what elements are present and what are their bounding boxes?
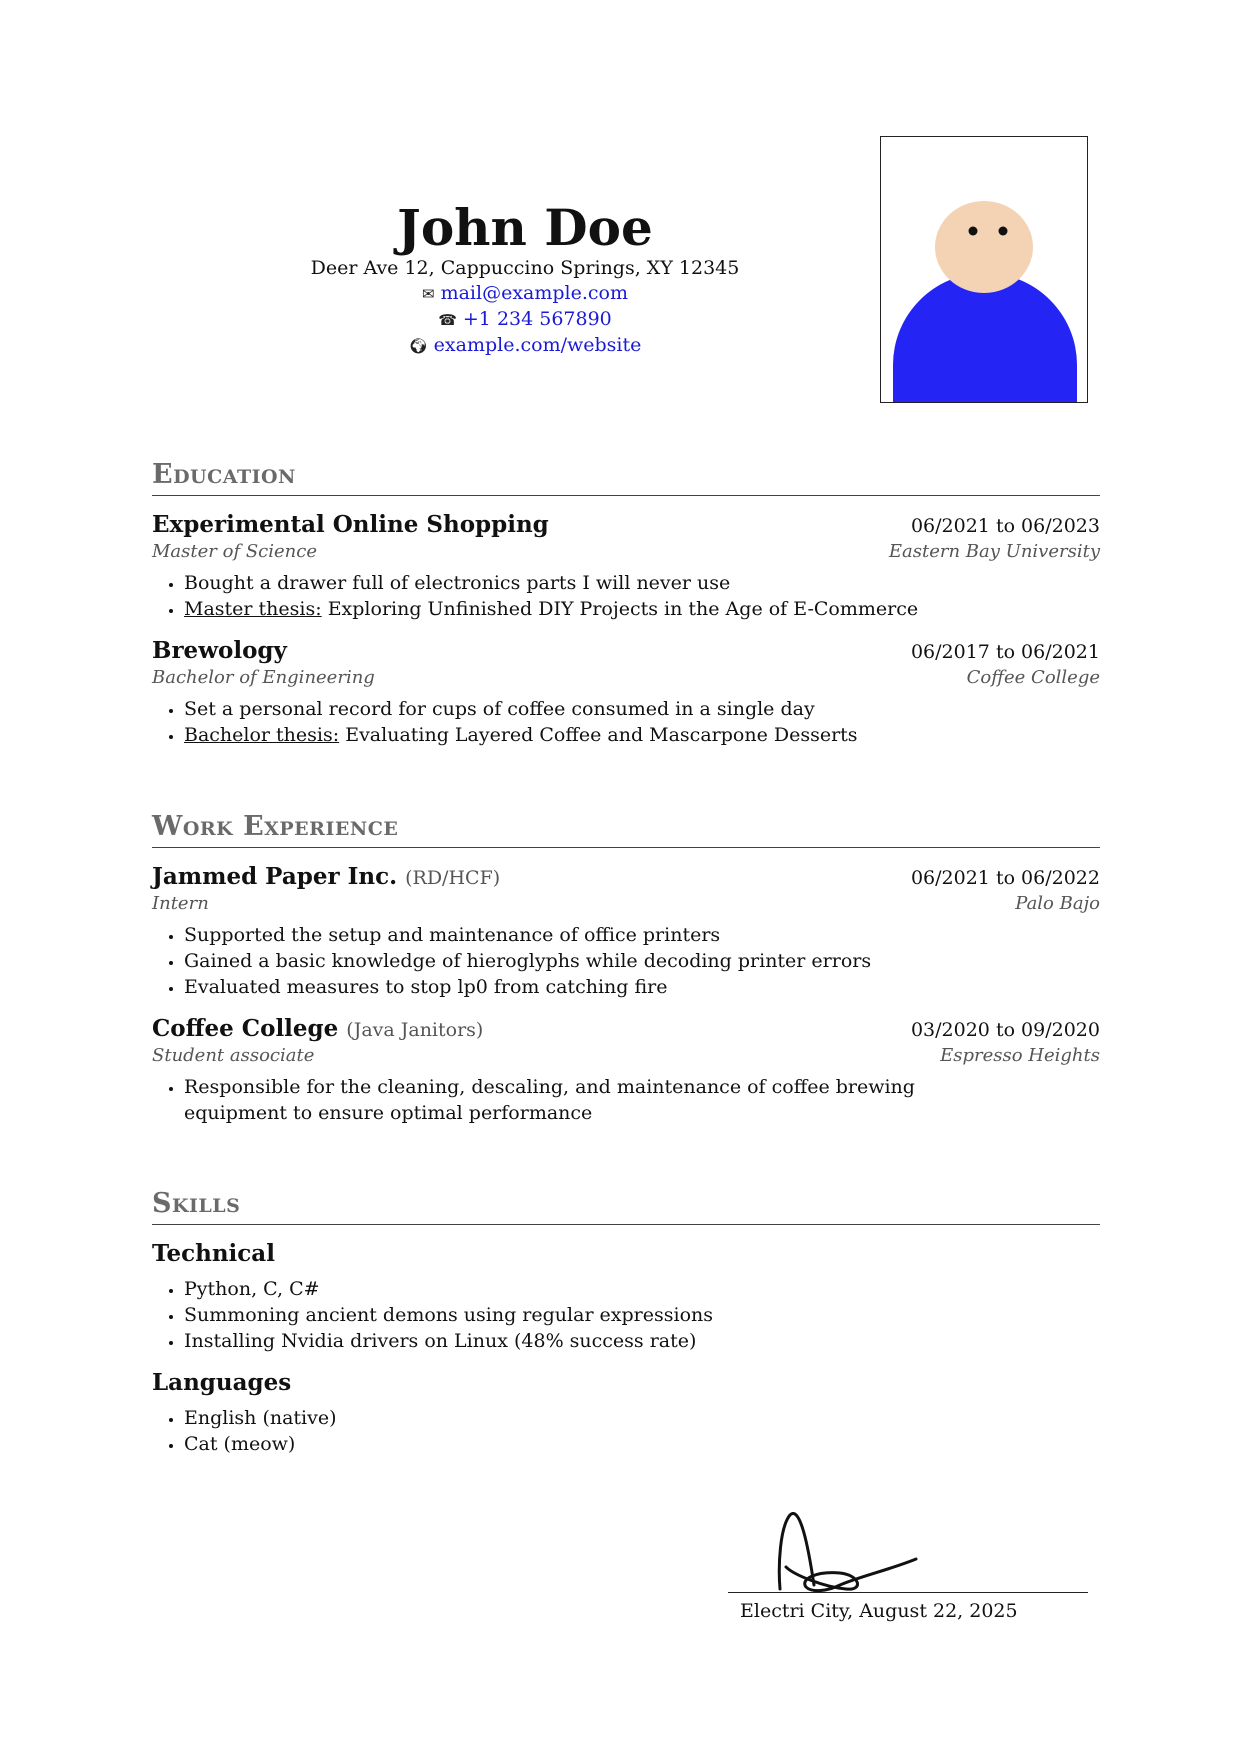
skills-languages-heading: Languages bbox=[152, 1369, 292, 1396]
entry-location: Palo Bajo bbox=[1015, 893, 1100, 914]
signature-place-date: Electri City, August 22, 2025 bbox=[740, 1600, 1018, 1622]
entry-bullets bbox=[152, 922, 1100, 1000]
website-line bbox=[300, 333, 750, 359]
address: Deer Ave 12, Cappuccino Springs, XY 12345 bbox=[310, 257, 740, 279]
profile-photo bbox=[880, 136, 1088, 403]
entry-title: Brewology bbox=[152, 637, 287, 664]
language-item: • English (native) bbox=[184, 1405, 1100, 1431]
bullet-item: • Gained a basic knowledge of hieroglyphs while decoding printer errors bbox=[184, 948, 1100, 974]
entry-degree: Bachelor of Engineering bbox=[152, 667, 375, 688]
globe-icon: 🌍︎ bbox=[408, 337, 428, 355]
entry-institution: Coffee College bbox=[966, 667, 1100, 688]
email-link[interactable]: mail@example.com bbox=[440, 282, 628, 304]
skills-section bbox=[152, 1187, 1100, 1457]
entry-bullets bbox=[152, 570, 1100, 622]
signature-stroke bbox=[779, 1513, 916, 1590]
bullet-item: • Bought a drawer full of electronics parts I will never use bbox=[184, 570, 1100, 596]
bullet-item bbox=[184, 596, 1100, 622]
entry-title bbox=[152, 1014, 483, 1045]
languages-list bbox=[152, 1405, 1100, 1457]
bullet-item: • Responsible for the cleaning, descaling, and maintenance of coffee brewing equipment to ensure optimal performance bbox=[184, 1074, 924, 1126]
entry-bullets bbox=[152, 696, 1100, 748]
phone-icon: ☎ bbox=[438, 311, 457, 329]
envelope-icon: ✉ bbox=[422, 285, 435, 303]
cv-header bbox=[300, 198, 750, 359]
entry-location: Espresso Heights bbox=[940, 1045, 1100, 1066]
work-entry bbox=[152, 862, 1100, 1000]
section-title-work: Work Experience bbox=[152, 810, 1100, 848]
entry-institution: Eastern Bay University bbox=[888, 541, 1100, 562]
education-entry bbox=[152, 636, 1100, 748]
thesis-label: Master thesis: bbox=[184, 598, 322, 620]
work-entry bbox=[152, 1014, 1100, 1126]
skill-item: • Installing Nvidia drivers on Linux (48% success rate) bbox=[184, 1328, 1100, 1354]
technical-skills-list bbox=[152, 1276, 1100, 1354]
email-line bbox=[300, 281, 750, 307]
avatar-head bbox=[935, 201, 1033, 293]
entry-bullets bbox=[152, 1074, 924, 1126]
signature-line bbox=[728, 1592, 1088, 1593]
thesis-text: Evaluating Layered Coffee and Mascarpone Desserts bbox=[345, 724, 858, 746]
education-entry bbox=[152, 510, 1100, 622]
entry-title: Experimental Online Shopping bbox=[152, 511, 549, 538]
skill-item: • Summoning ancient demons using regular expressions bbox=[184, 1302, 1100, 1328]
work-section bbox=[152, 810, 1100, 1126]
entry-dates: 06/2017 to 06/2021 bbox=[910, 641, 1100, 663]
entry-role: Student associate bbox=[152, 1045, 315, 1066]
avatar-illustration bbox=[881, 137, 1087, 402]
language-item: • Cat (meow) bbox=[184, 1431, 1100, 1457]
bullet-item bbox=[184, 722, 1100, 748]
education-section bbox=[152, 458, 1100, 748]
bullet-item: • Evaluated measures to stop lp0 from catching fire bbox=[184, 974, 1100, 1000]
person-name: John Doe bbox=[397, 198, 653, 257]
department: (Java Janitors) bbox=[346, 1019, 484, 1041]
avatar-left-eye bbox=[969, 227, 978, 236]
skill-item: • Python, C, C# bbox=[184, 1276, 1100, 1302]
department: (RD/HCF) bbox=[405, 867, 501, 889]
thesis-label: Bachelor thesis: bbox=[184, 724, 340, 746]
entry-degree: Master of Science bbox=[152, 541, 317, 562]
entry-title bbox=[152, 862, 500, 893]
entry-dates: 03/2020 to 09/2020 bbox=[910, 1019, 1100, 1041]
thesis-text: Exploring Unfinished DIY Projects in the Age of E-Commerce bbox=[327, 598, 919, 620]
entry-role: Intern bbox=[152, 893, 209, 914]
entry-dates: 06/2021 to 06/2023 bbox=[910, 515, 1100, 537]
company-name: Coffee College bbox=[152, 1015, 339, 1042]
skills-technical-heading: Technical bbox=[152, 1240, 275, 1267]
entry-dates: 06/2021 to 06/2022 bbox=[910, 867, 1100, 889]
signature-drawing bbox=[728, 1505, 1088, 1605]
bullet-item: • Supported the setup and maintenance of office printers bbox=[184, 922, 1100, 948]
section-title-skills: Skills bbox=[152, 1187, 1100, 1225]
website-link[interactable]: example.com/website bbox=[433, 334, 642, 356]
phone-link[interactable]: +1 234 567890 bbox=[462, 308, 612, 330]
bullet-item: • Set a personal record for cups of coffee consumed in a single day bbox=[184, 696, 1100, 722]
phone-line bbox=[300, 307, 750, 333]
signature-block bbox=[728, 1505, 1088, 1622]
company-name: Jammed Paper Inc. bbox=[152, 863, 398, 890]
section-title-education: Education bbox=[152, 458, 1100, 496]
avatar-right-eye bbox=[999, 227, 1008, 236]
